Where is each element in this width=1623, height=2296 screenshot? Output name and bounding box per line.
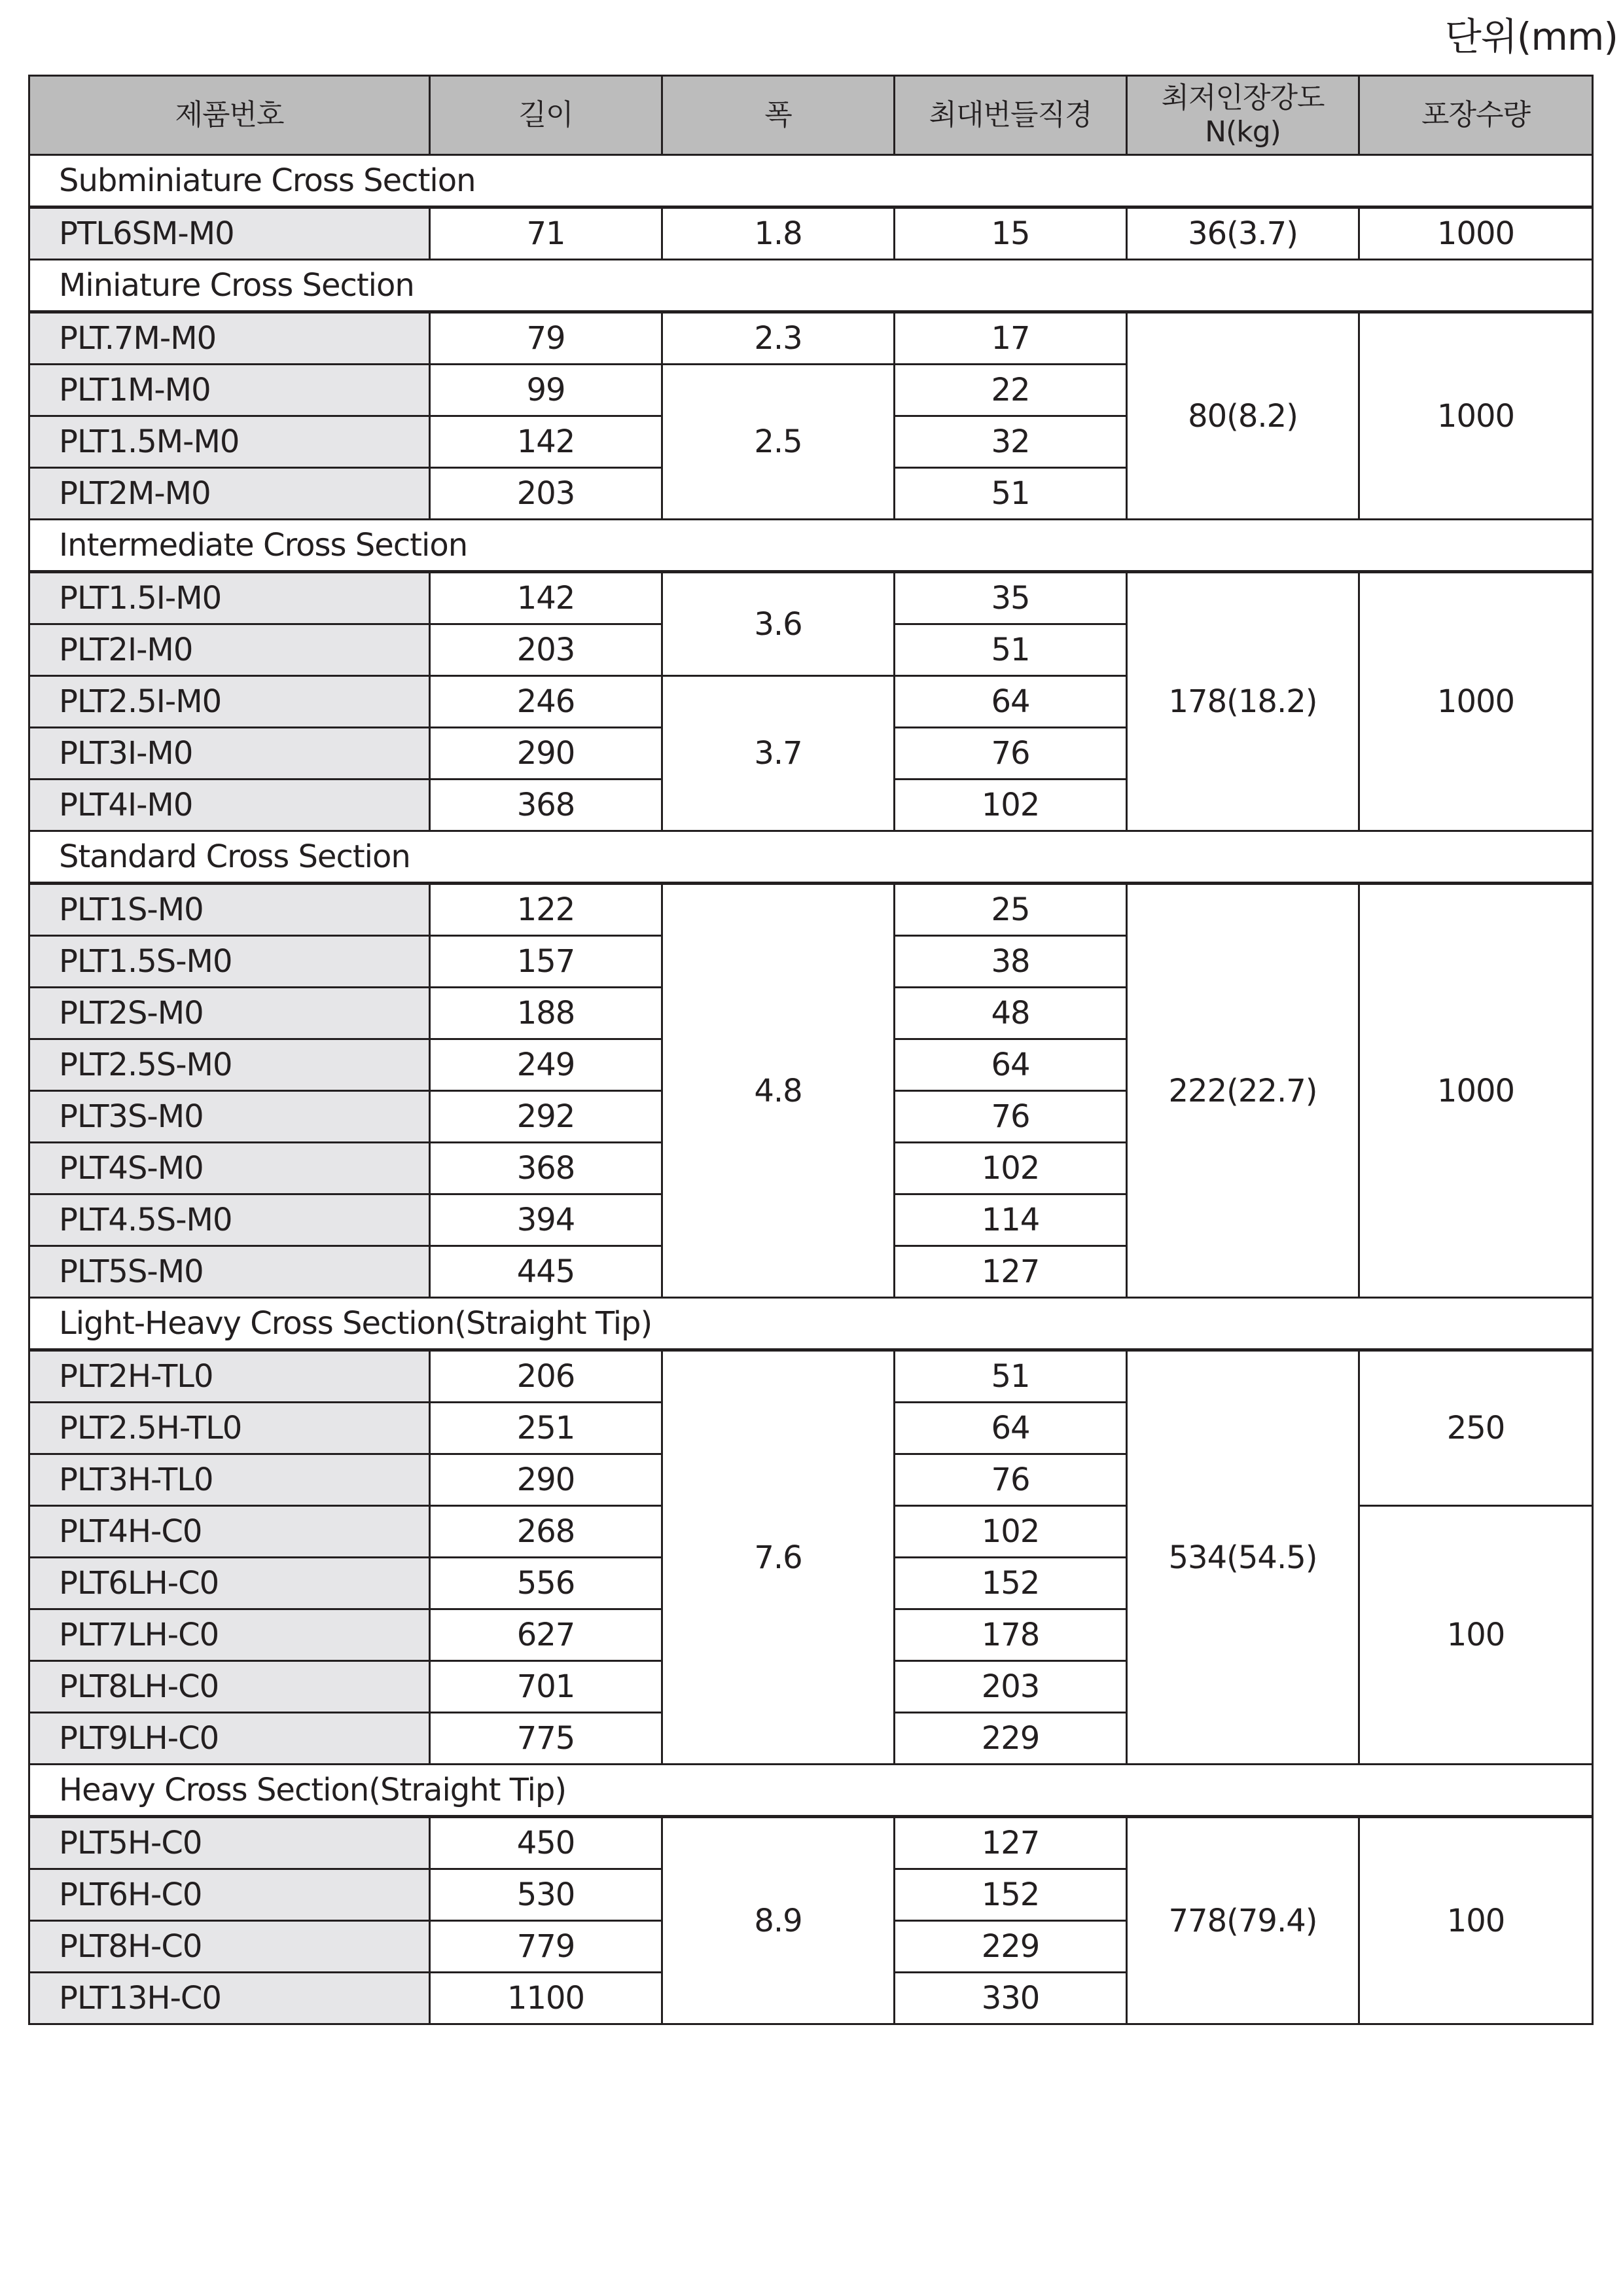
cell-length: 450 (430, 1817, 662, 1869)
cell-model: PLT9LH-C0 (29, 1713, 430, 1765)
header-row (29, 76, 1593, 155)
cell-length: 779 (430, 1921, 662, 1973)
cell-model: PLT2.5I-M0 (29, 676, 430, 728)
cell-max-bundle: 76 (895, 1091, 1127, 1143)
cell-length: 142 (430, 416, 662, 468)
cell-max-bundle: 25 (895, 884, 1127, 936)
cell-max-bundle: 152 (895, 1869, 1127, 1921)
section-row (29, 1765, 1593, 1817)
cell-model: PLT1.5I-M0 (29, 572, 430, 624)
cell-tensile: 36(3.7) (1127, 207, 1359, 260)
header-tensile (1127, 76, 1359, 155)
cell-model: PLT4.5S-M0 (29, 1194, 430, 1246)
cell-model: PLT1.5S-M0 (29, 936, 430, 988)
table-row (29, 1817, 1593, 1869)
cell-length: 99 (430, 365, 662, 416)
header-model: 제품번호 (29, 76, 430, 155)
cell-max-bundle: 51 (895, 468, 1127, 520)
cell-model: PLT2I-M0 (29, 624, 430, 676)
cell-length: 203 (430, 624, 662, 676)
cell-max-bundle: 64 (895, 676, 1127, 728)
cell-length: 79 (430, 312, 662, 365)
cell-package: 1000 (1359, 312, 1593, 520)
cell-max-bundle: 64 (895, 1403, 1127, 1454)
cell-package: 100 (1359, 1817, 1593, 2024)
header-max-bundle: 최대번들직경 (895, 76, 1127, 155)
cell-length: 368 (430, 1143, 662, 1194)
cell-max-bundle: 152 (895, 1558, 1127, 1609)
cell-width: 8.9 (662, 1817, 895, 2024)
cell-width: 1.8 (662, 207, 895, 260)
cell-package: 1000 (1359, 572, 1593, 831)
unit-label: 단위(mm) (1444, 14, 1618, 59)
cell-model: PLT6LH-C0 (29, 1558, 430, 1609)
cell-length: 142 (430, 572, 662, 624)
cell-max-bundle: 102 (895, 780, 1127, 831)
cell-width: 3.6 (662, 572, 895, 676)
cell-max-bundle: 51 (895, 1350, 1127, 1403)
cell-model: PLT2H-TL0 (29, 1350, 430, 1403)
section-title: Subminiature Cross Section (29, 155, 1593, 207)
table-header (29, 76, 1593, 155)
cell-model: PTL6SM-M0 (29, 207, 430, 260)
cell-model: PLT2S-M0 (29, 988, 430, 1039)
section-title: Intermediate Cross Section (29, 520, 1593, 572)
cell-model: PLT5S-M0 (29, 1246, 430, 1298)
cell-length: 206 (430, 1350, 662, 1403)
cell-length: 627 (430, 1609, 662, 1661)
cell-max-bundle: 127 (895, 1817, 1127, 1869)
table-row (29, 572, 1593, 624)
cell-max-bundle: 22 (895, 365, 1127, 416)
cell-model: PLT1M-M0 (29, 365, 430, 416)
header-width: 폭 (662, 76, 895, 155)
cell-max-bundle: 15 (895, 207, 1127, 260)
cell-length: 556 (430, 1558, 662, 1609)
cell-model: PLT1.5M-M0 (29, 416, 430, 468)
cell-width: 2.5 (662, 365, 895, 520)
cell-model: PLT13H-C0 (29, 1973, 430, 2024)
cell-package: 1000 (1359, 207, 1593, 260)
cell-max-bundle: 102 (895, 1143, 1127, 1194)
cell-max-bundle: 114 (895, 1194, 1127, 1246)
cell-length: 445 (430, 1246, 662, 1298)
cell-max-bundle: 35 (895, 572, 1127, 624)
section-title: Miniature Cross Section (29, 260, 1593, 312)
cell-length: 701 (430, 1661, 662, 1713)
cell-length: 1100 (430, 1973, 662, 2024)
section-row (29, 520, 1593, 572)
section-title: Light-Heavy Cross Section(Straight Tip) (29, 1298, 1593, 1350)
cell-model: PLT.7M-M0 (29, 312, 430, 365)
table-row (29, 207, 1593, 260)
section-row (29, 1298, 1593, 1350)
cell-length: 290 (430, 1454, 662, 1506)
cell-max-bundle: 38 (895, 936, 1127, 988)
table-row (29, 312, 1593, 365)
cell-length: 203 (430, 468, 662, 520)
cell-width: 3.7 (662, 676, 895, 831)
section-row (29, 260, 1593, 312)
cell-max-bundle: 64 (895, 1039, 1127, 1091)
cell-length: 122 (430, 884, 662, 936)
cell-model: PLT8H-C0 (29, 1921, 430, 1973)
cell-max-bundle: 48 (895, 988, 1127, 1039)
cell-model: PLT4H-C0 (29, 1506, 430, 1558)
header-tensile-unit: N(kg) (1205, 115, 1281, 149)
cell-width: 7.6 (662, 1350, 895, 1765)
cell-length: 188 (430, 988, 662, 1039)
table-row (29, 884, 1593, 936)
cell-model: PLT3I-M0 (29, 728, 430, 780)
cell-max-bundle: 32 (895, 416, 1127, 468)
cell-model: PLT8LH-C0 (29, 1661, 430, 1713)
cell-package: 1000 (1359, 884, 1593, 1298)
section-title: Standard Cross Section (29, 831, 1593, 884)
cell-max-bundle: 76 (895, 1454, 1127, 1506)
cell-length: 775 (430, 1713, 662, 1765)
cell-length: 290 (430, 728, 662, 780)
cell-length: 249 (430, 1039, 662, 1091)
cell-width: 4.8 (662, 884, 895, 1298)
cell-tensile: 178(18.2) (1127, 572, 1359, 831)
cell-max-bundle: 330 (895, 1973, 1127, 2024)
cell-model: PLT3H-TL0 (29, 1454, 430, 1506)
header-tensile-label: 최저인장강도 (1161, 81, 1325, 115)
cell-model: PLT3S-M0 (29, 1091, 430, 1143)
table-body (29, 155, 1593, 2024)
cell-length: 157 (430, 936, 662, 988)
cell-model: PLT4I-M0 (29, 780, 430, 831)
cell-max-bundle: 17 (895, 312, 1127, 365)
header-package: 포장수량 (1359, 76, 1593, 155)
cell-model: PLT5H-C0 (29, 1817, 430, 1869)
cell-width: 2.3 (662, 312, 895, 365)
cell-max-bundle: 178 (895, 1609, 1127, 1661)
cell-max-bundle: 51 (895, 624, 1127, 676)
cell-max-bundle: 229 (895, 1713, 1127, 1765)
section-row (29, 155, 1593, 207)
cell-length: 292 (430, 1091, 662, 1143)
section-row (29, 831, 1593, 884)
cell-max-bundle: 102 (895, 1506, 1127, 1558)
cell-length: 368 (430, 780, 662, 831)
cell-length: 246 (430, 676, 662, 728)
cell-max-bundle: 229 (895, 1921, 1127, 1973)
cell-max-bundle: 203 (895, 1661, 1127, 1713)
cell-length: 71 (430, 207, 662, 260)
cell-package: 100 (1359, 1506, 1593, 1765)
cell-model: PLT6H-C0 (29, 1869, 430, 1921)
cell-model: PLT1S-M0 (29, 884, 430, 936)
cell-tensile: 80(8.2) (1127, 312, 1359, 520)
cell-length: 268 (430, 1506, 662, 1558)
cell-model: PLT4S-M0 (29, 1143, 430, 1194)
cell-model: PLT7LH-C0 (29, 1609, 430, 1661)
cell-model: PLT2.5S-M0 (29, 1039, 430, 1091)
cell-length: 530 (430, 1869, 662, 1921)
cell-length: 394 (430, 1194, 662, 1246)
cell-package: 250 (1359, 1350, 1593, 1506)
cell-tensile: 222(22.7) (1127, 884, 1359, 1298)
section-title: Heavy Cross Section(Straight Tip) (29, 1765, 1593, 1817)
cell-model: PLT2.5H-TL0 (29, 1403, 430, 1454)
table-row (29, 1350, 1593, 1403)
cell-tensile: 778(79.4) (1127, 1817, 1359, 2024)
spec-table (28, 75, 1594, 2025)
cell-max-bundle: 127 (895, 1246, 1127, 1298)
cell-tensile: 534(54.5) (1127, 1350, 1359, 1765)
cell-model: PLT2M-M0 (29, 468, 430, 520)
header-length: 길이 (430, 76, 662, 155)
cell-length: 251 (430, 1403, 662, 1454)
cell-max-bundle: 76 (895, 728, 1127, 780)
